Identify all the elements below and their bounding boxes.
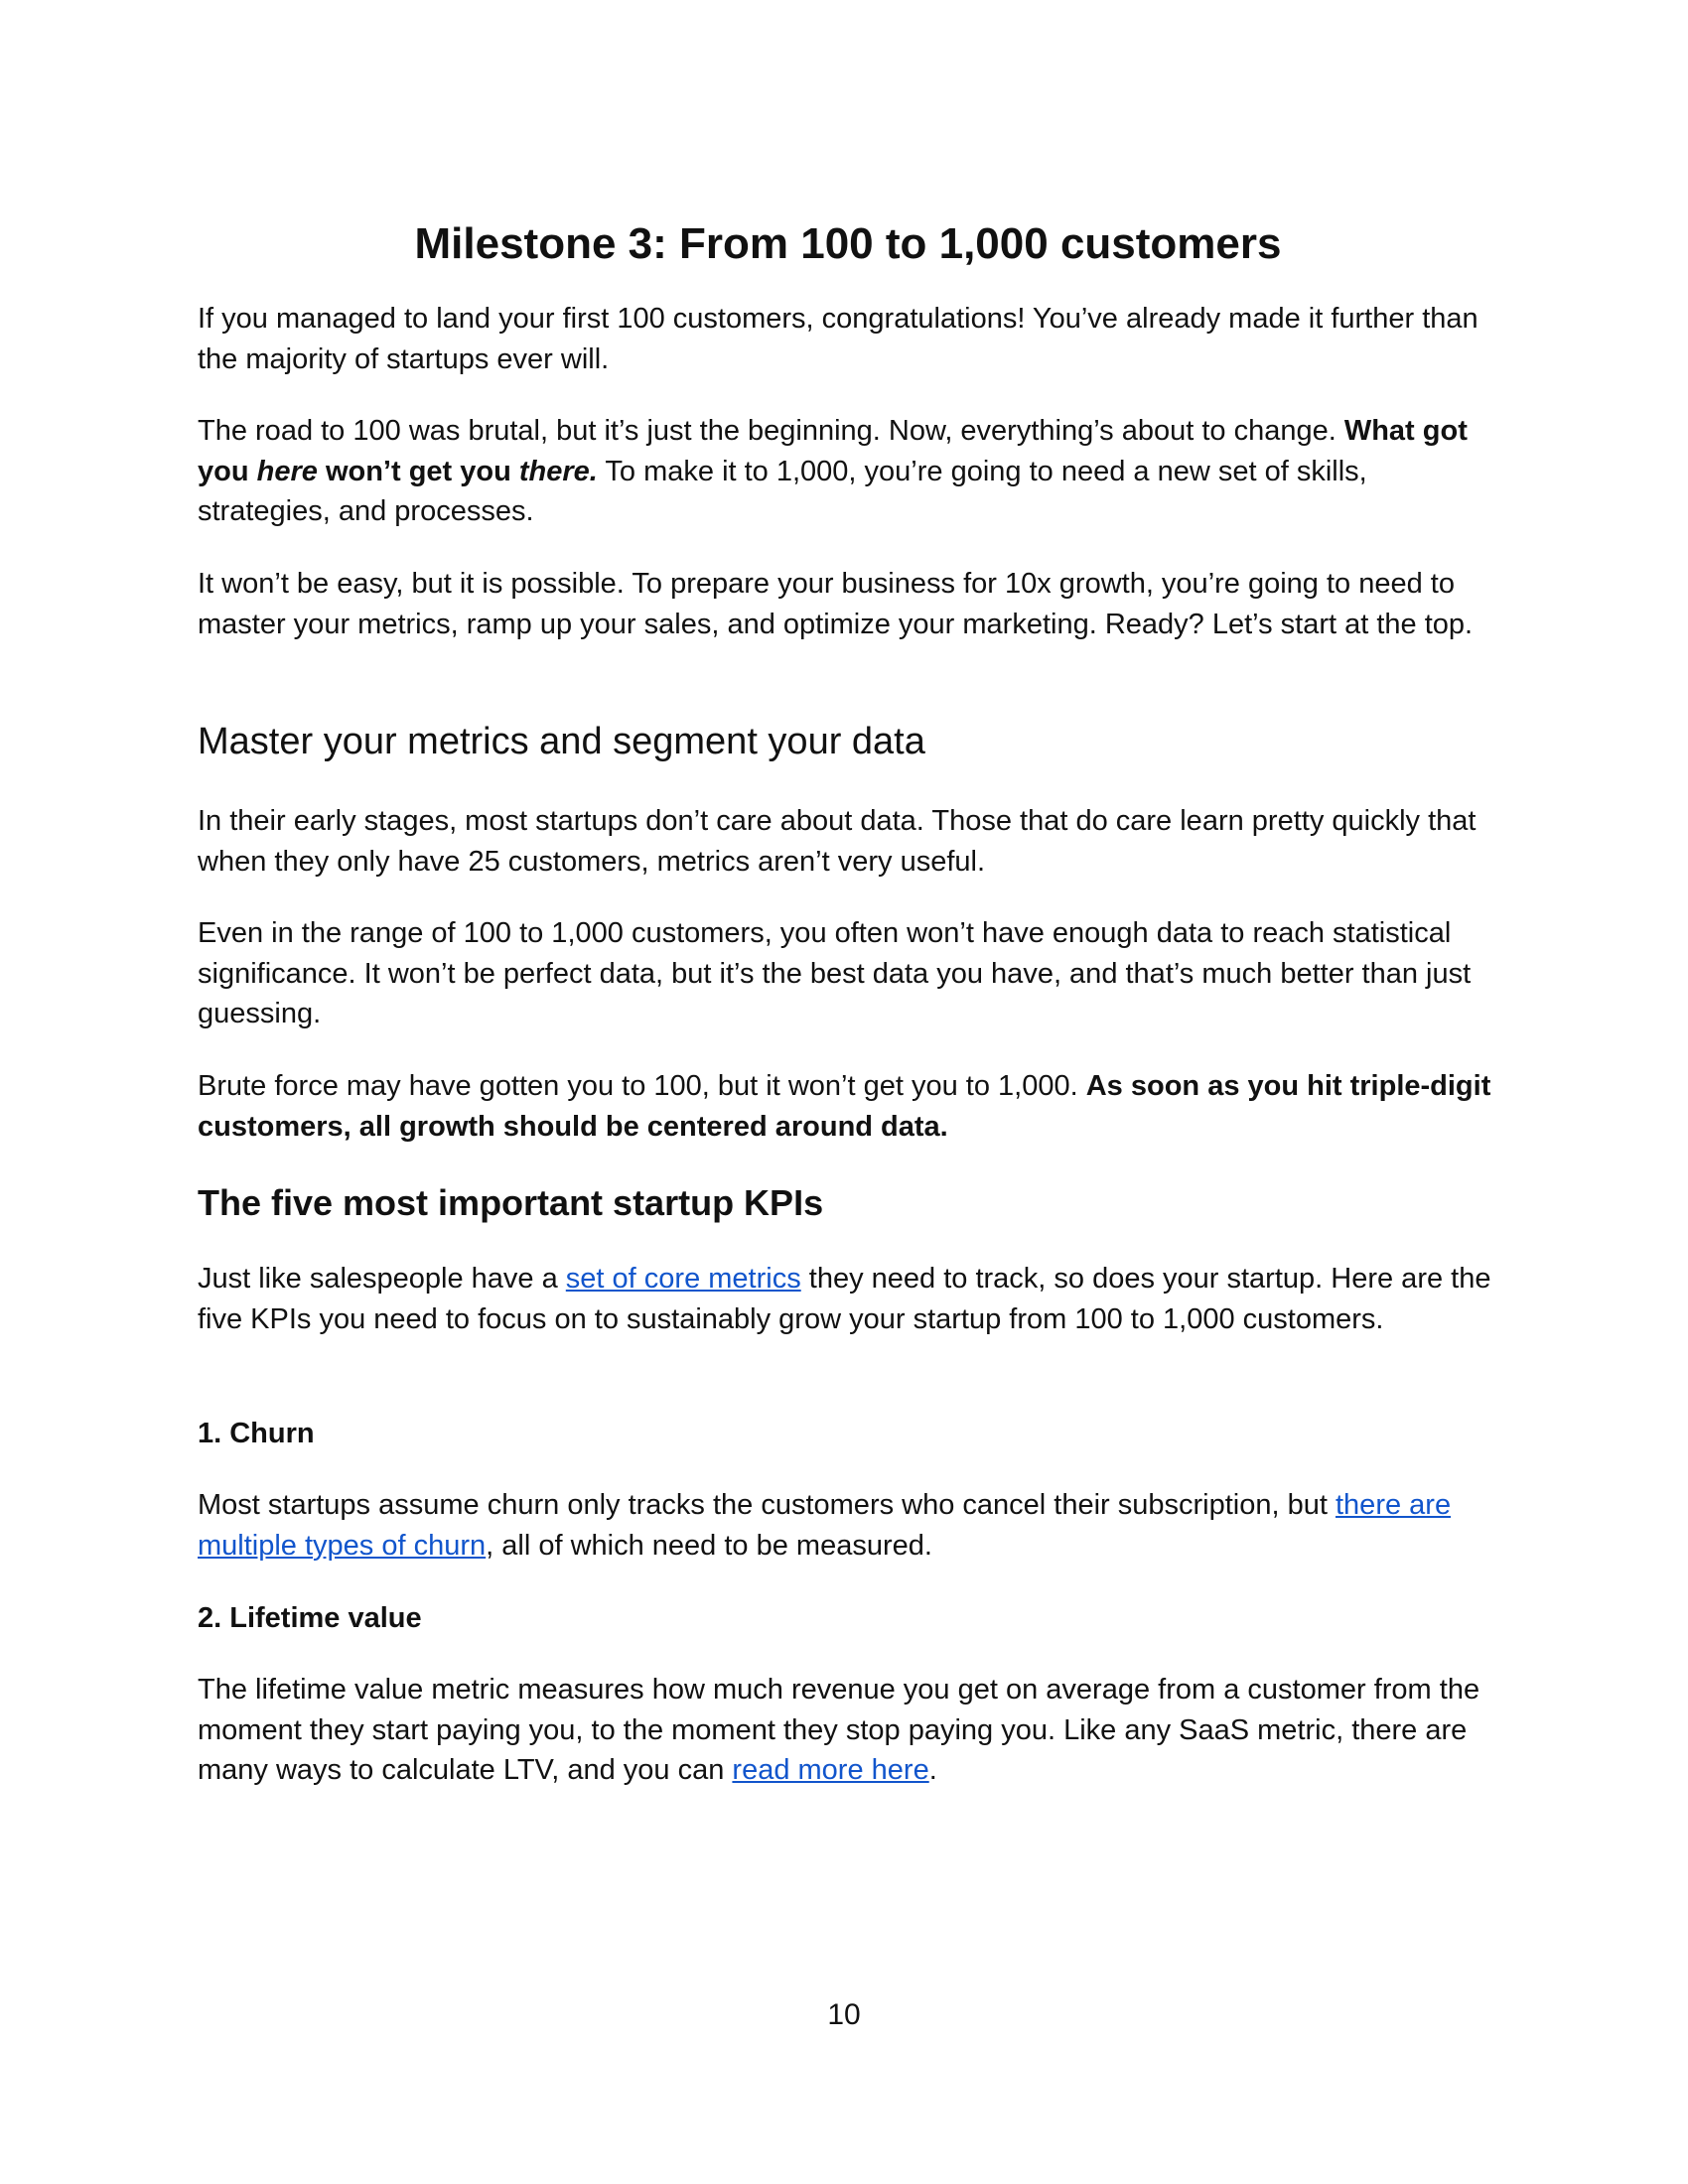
kpis-intro-text: Just like salespeople have a	[198, 1263, 566, 1295]
page-title: Milestone 3: From 100 to 1,000 customers	[414, 219, 1282, 268]
emphasis-there: there.	[518, 455, 598, 487]
core-metrics-link[interactable]: set of core metrics	[565, 1263, 801, 1295]
metrics-paragraph-3	[198, 1066, 1498, 1147]
intro-paragraph-2	[198, 411, 1498, 532]
metrics-paragraph-3-emphasis: As soon as you hit triple-digit customers, all growth should be centered around data.	[198, 1070, 1491, 1143]
ltv-text: The lifetime value metric measures how much revenue you get on average from a customer from the moment they start paying you, to the moment they stop paying you. Like any SaaS metric, there are many ways to calculate LTV, and you can	[198, 1674, 1480, 1786]
kpis-intro-paragraph	[198, 1259, 1498, 1339]
metrics-paragraph-1: In their early stages, most startups don’t care about data. Those that do care learn pretty quickly that when they only have 25 customers, metrics aren’t very useful.	[198, 805, 1477, 878]
kpi-heading-lifetime-value: 2. Lifetime value	[198, 1602, 422, 1634]
section-heading-metrics: Master your metrics and segment your data	[198, 721, 925, 762]
page-number: 10	[827, 1998, 861, 2031]
intro-paragraph-1: If you managed to land your first 100 customers, congratulations! You’ve already made it further than the majority of startups ever will.	[198, 303, 1478, 375]
churn-types-link[interactable]: there are multiple types of churn	[198, 1489, 1452, 1562]
emphasis-here: here	[256, 455, 318, 487]
churn-text: Most startups assume churn only tracks the customers who cancel their subscription, but	[198, 1489, 1336, 1521]
section-heading-kpis: The five most important startup KPIs	[198, 1182, 824, 1223]
emphasis-text-2: won’t get you	[317, 455, 519, 487]
ltv-text-2: .	[928, 1754, 937, 1786]
intro-paragraph-2-text-2: To make it to 1,000, you’re going to need a new set of skills, strategies, and processes.	[198, 455, 1367, 527]
metrics-paragraph-3-text: Brute force may have gotten you to 100, but it won’t get you to 1,000.	[198, 1070, 1086, 1102]
intro-paragraph-3: It won’t be easy, but it is possible. To prepare your business for 10x growth, you’re going to need to master your metrics, ramp up your sales, and optimize your marketing. Ready? Let’s start at the top.	[198, 568, 1474, 640]
churn-text-2: , all of which need to be measured.	[486, 1529, 932, 1562]
read-more-link[interactable]: read more here	[732, 1754, 929, 1786]
churn-paragraph	[198, 1485, 1498, 1566]
kpis-intro-text-2: they need to track, so does your startup. Here are the five KPIs you need to focus on to sustainably grow your startup from 100 to 1,000 customers.	[198, 1263, 1491, 1335]
emphasis-text: What got you	[198, 415, 1468, 487]
ltv-paragraph	[198, 1670, 1498, 1791]
metrics-paragraph-2: Even in the range of 100 to 1,000 customers, you often won’t have enough data to reach statistical significance. It won’t be perfect data, but it’s the best data you have, and that’s much better than just guessing.	[198, 917, 1472, 1029]
kpi-heading-churn: 1. Churn	[198, 1418, 315, 1449]
intro-paragraph-2-text: The road to 100 was brutal, but it’s just the beginning. Now, everything’s about to change.	[198, 415, 1344, 447]
